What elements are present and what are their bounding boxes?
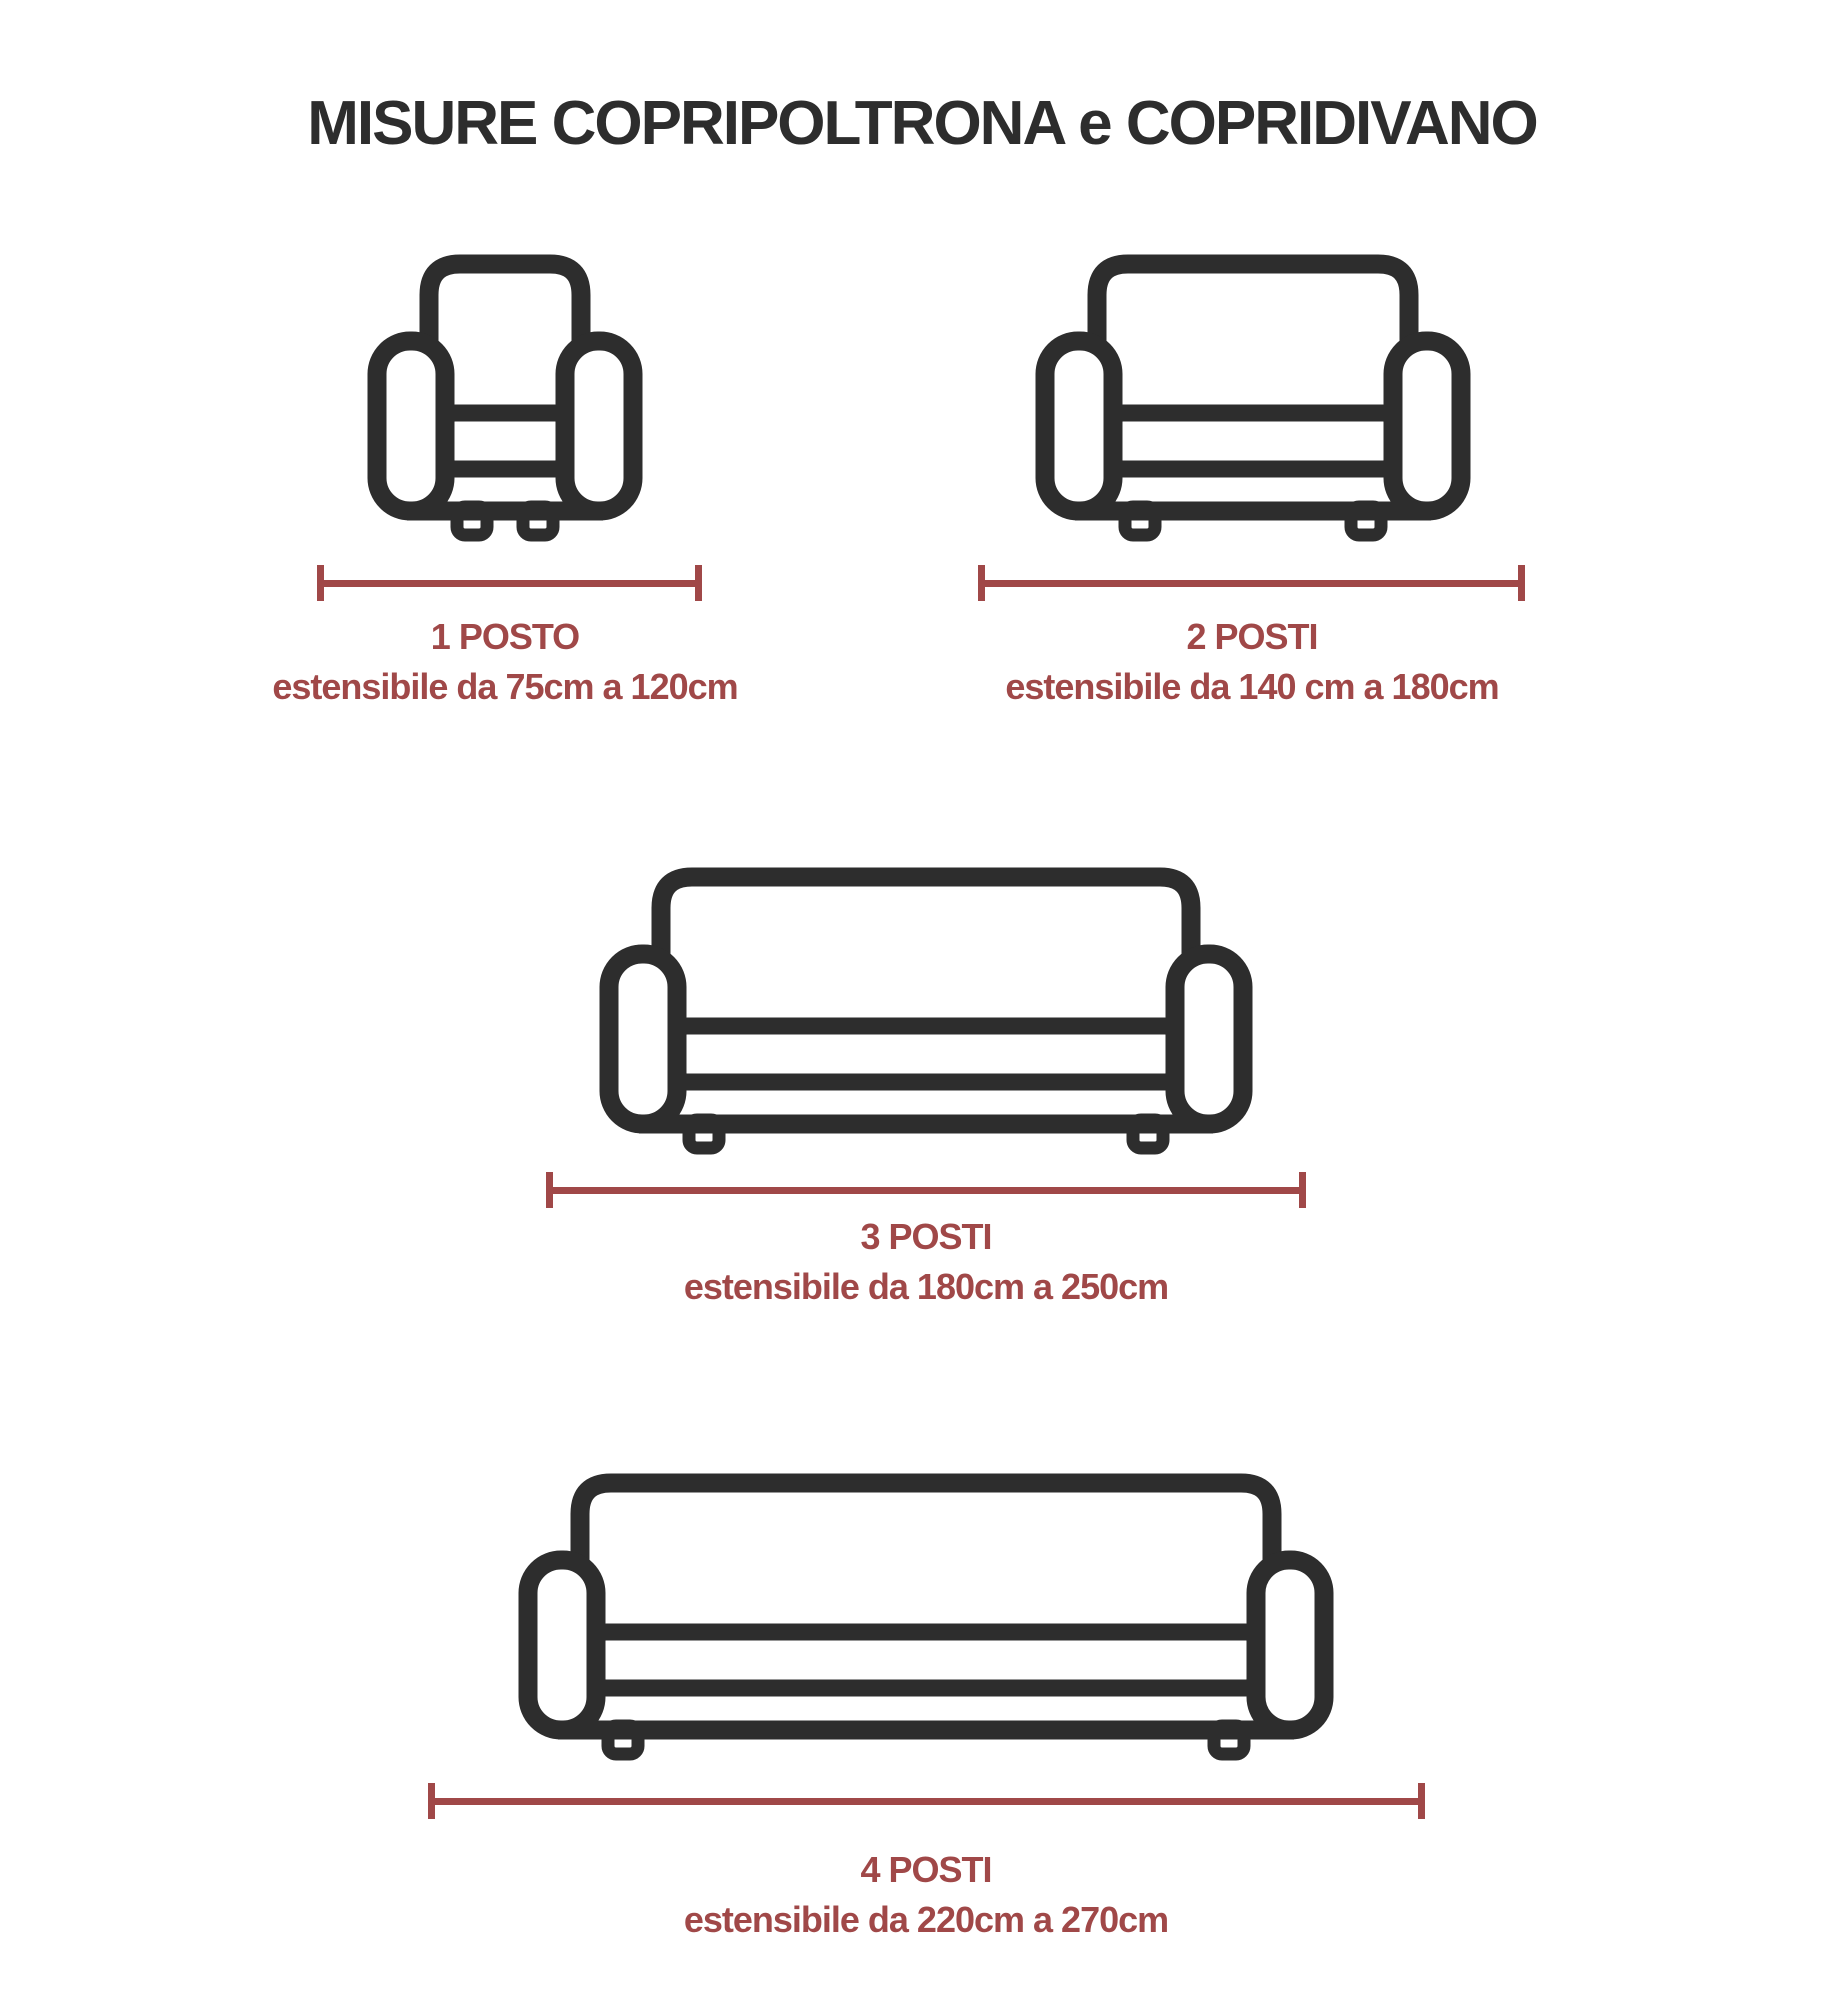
page-title: MISURE COPRIPOLTRONA e COPRIDIVANO <box>307 89 1537 158</box>
sofa-seat-cushion <box>1113 413 1393 469</box>
sofa-backrest <box>1097 264 1409 425</box>
armchair-icon <box>365 243 645 543</box>
sofa-arm-right <box>1393 341 1461 511</box>
caption-4-posti <box>546 1845 1306 1945</box>
caption-2-posti <box>872 612 1632 712</box>
size-range: estensibile da 180cm a 250cm <box>683 1266 1169 1307</box>
measure-line-4-posti <box>428 1783 1425 1819</box>
sofa-3-seat-icon <box>597 856 1255 1156</box>
armchair-seat-cushion <box>445 413 565 469</box>
measure-line-1-posto <box>317 565 702 601</box>
measure-bar <box>978 580 1525 587</box>
sofa-4-seat-icon <box>516 1462 1336 1762</box>
sofa-seat-cushion <box>596 1632 1256 1688</box>
measure-cap-right <box>695 565 702 601</box>
sofa-2-seat-icon <box>1033 243 1473 543</box>
sofa-arm-left <box>1045 341 1113 511</box>
sofa-arm-right <box>1256 1560 1324 1730</box>
measure-line-2-posti <box>978 565 1525 601</box>
size-label: 3 POSTI <box>860 1216 992 1257</box>
size-range: estensibile da 75cm a 120cm <box>272 666 738 707</box>
size-range: estensibile da 140 cm a 180cm <box>1005 666 1499 707</box>
armchair-arm-right <box>565 341 633 511</box>
measure-bar <box>546 1187 1306 1194</box>
armchair-arm-left <box>377 341 445 511</box>
sofa-backrest <box>580 1483 1272 1644</box>
sofa-seat-cushion <box>677 1026 1175 1082</box>
size-range: estensibile da 220cm a 270cm <box>683 1899 1169 1940</box>
sofa-arm-left <box>528 1560 596 1730</box>
measure-cap-right <box>1418 1783 1425 1819</box>
sofa-arm-left <box>609 954 677 1124</box>
sofa-backrest <box>661 877 1191 1038</box>
measure-bar <box>317 580 702 587</box>
caption-1-posto <box>125 612 885 712</box>
size-label: 2 POSTI <box>1186 616 1318 657</box>
size-label: 1 POSTO <box>430 616 580 657</box>
sofa-arm-right <box>1175 954 1243 1124</box>
measure-bar <box>428 1798 1425 1805</box>
measure-cap-right <box>1518 565 1525 601</box>
caption-3-posti <box>546 1212 1306 1312</box>
measure-cap-right <box>1299 1172 1306 1208</box>
size-label: 4 POSTI <box>860 1849 992 1890</box>
measure-line-3-posti <box>546 1172 1306 1208</box>
